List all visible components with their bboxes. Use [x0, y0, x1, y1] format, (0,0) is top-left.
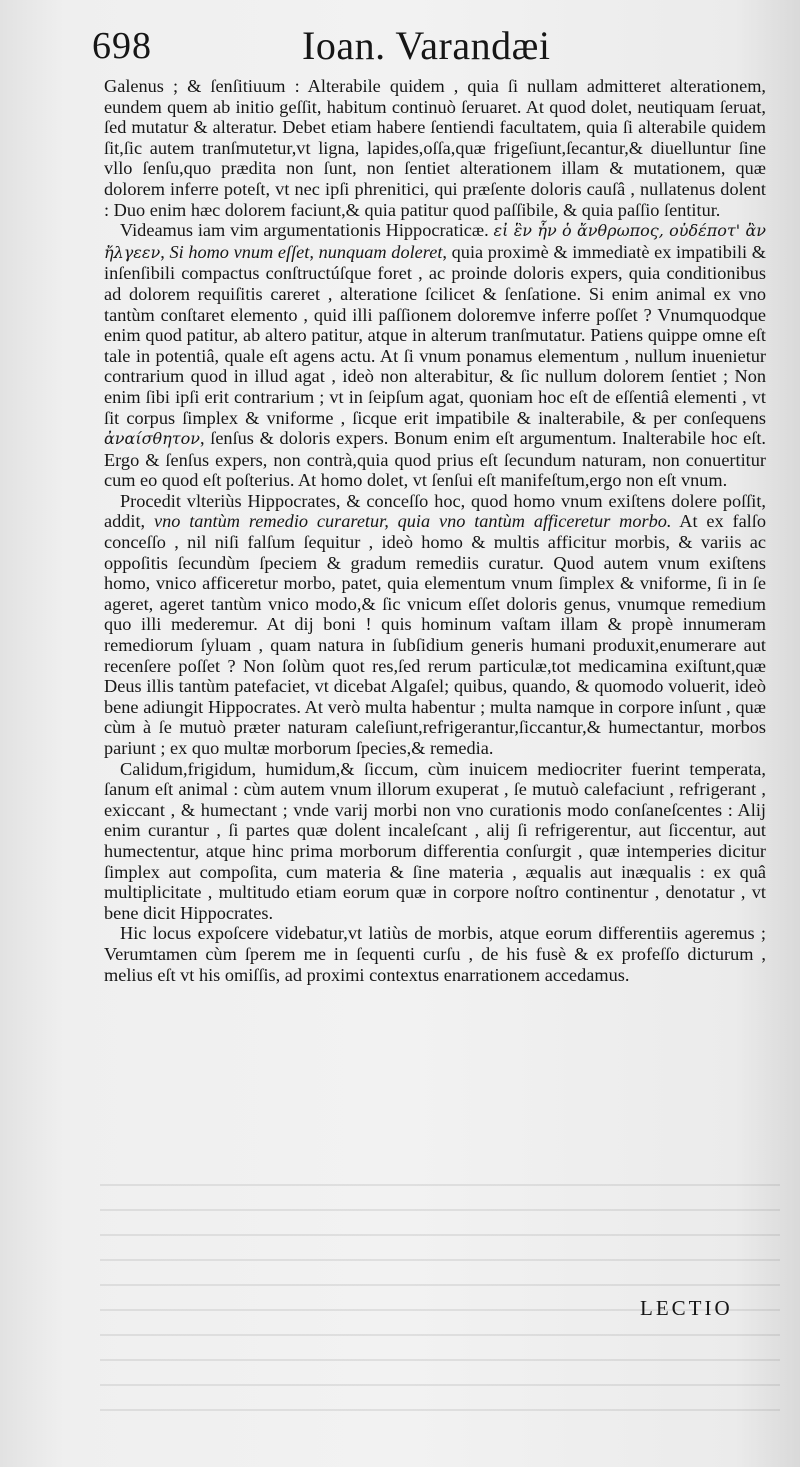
running-head: Ioan. Varandæi	[302, 23, 551, 68]
catchword: LECTIO	[640, 1296, 733, 1320]
paragraph-2: Videamus iam vim argumentationis Hippocraticæ. εἰ ἓν ἦν ὁ ἄνθρωπος, οὐδέποτ' ἂν ἤλγεεν, Si homo vnum eſſet, nunquam doleret, quia proximè & immediatè ex impatibili & inſenſibili compactus conſtructúſque foret , ac proinde doloris expers, quia conditionibus ad dolorem requiſitis careret , alteratione ſcilicet & ſenſatione. Si enim animal ex vno tantùm conſtaret elemento , quid illi paſſionem doloremve inferre poſſet ? Vnumquodque enim quod patitur, ab altero patitur, atque in alterum tranſmutatur. Patiens quippe omne eſt tale in potentiâ, quale eſt agens actu. At ſi vnum ponamus elementum , nullum inuenietur contrarium quod in illud agat , ideò non alterabitur, & ſic nullum dolorem ſentiet ; Non enim ſibi ipſi erit contrarium ; vt in ſeipſum agat, quoniam hoc eſt de eſſentiâ elementi , vt ſit corpus ſimplex & vniforme , ſicque erit impatibile & inalterabile, & per conſequens ἀναίσθητον, ſenſus & doloris expers. Bonum enim eſt argumentum. Inalterabile hoc eſt. Ergo & ſenſus expers, non contrà,quia quod prius eſt ſecundum naturam, non conuertitur cum eo quod eſt poſterius. At homo dolet, vt ſenſui eſt manifeſtum,ergo non eſt vnum.	[104, 220, 767, 491]
paragraph-1	[104, 76, 766, 220]
latin-quotation: vno tantùm remedio curaretur, quia vno tantùm afficeretur morbo.	[153, 511, 672, 532]
paragraph-3	[104, 491, 766, 759]
paragraph-5	[104, 923, 766, 985]
greek-quotation: εἰ ἓν ἦν ὁ ἄνθρωπος, οὐδέποτ' ἂν ἤλγεεν	[104, 221, 766, 262]
greek-word: ἀναίσθητον	[104, 429, 200, 449]
paragraph-text: , ſenſus & doloris expers. Bonum enim eſt argumentum. Inalterabile hoc eſt. Ergo & ſenſus expers, non contrà,quia quod prius eſt ſecundum naturam, non conuertitur cum eo quod eſt poſterius. At homo dolet, vt ſenſui eſt manifeſtum,ergo non eſt vnum.	[104, 428, 766, 491]
paragraph-text: At ex falſo conceſſo , nil niſi falſum ſequitur , ideò homo & multis afficitur morbis, & variis ac oppoſitis ſecundùm ſpeciem & gradum remediis curatur. Quod autem vnum exiſtens homo, vnico afficeretur morbo, patet, quia elementum vnum ſimplex & vniforme, ſi in ſe ageret, ageret tantùm vnico modo,& ſic vnicum eſſet doloris genus, vnumque remedium quo illi mederemur. At dij boni ! quis hominum vaſtam illam & propè innumeram remediorum ſyluam , quam natura in ſubſidium generis humani produxit,enumerare aut recenſere poſſet ? Non ſolùm quot res,ſed rerum particulæ,tot medicamina exiſtunt,quæ Deus illis tantùm patefaciet, vt dicebat Algaſel; quibus, quando, & quomodo voluerit, ideò bene adiungit Hippocrates. At verò multa habentur ; multa namque in corpore inſunt , quæ cùm à ſe mutuò præter naturam caleſiunt,refrigerantur,ſiccantur,& humectantur, morbos pariunt ; ex quo multæ morborum ſpecies,& remedia.	[104, 511, 766, 758]
paragraph-text: Calidum,frigidum, humidum,& ſiccum, cùm inuicem mediocriter fuerint temperata, ſanum eſt animal : cùm autem vnum illorum exuperat , ſe mutuò calefaciunt , refrigerant , exiccant , & humectant ; vnde varij morbi non vno curationis modo conſaneſcentes : Alij enim curantur , ſi partes quæ dolent incaleſcant , alij ſi refrigerentur, aut ſiccentur, aut humectentur, atque hinc prima morborum differentia conſurgit , quæ intemperies dicitur ſimplex aut compoſita, cum materia & ſine materia , æqualis aut inæqualis : ex quâ multiplicitate , multitudo etiam eorum quæ in corpore noſtro continentur , denotatur , vt bene dicit Hippocrates.	[104, 758, 766, 923]
paragraph-text: , quia proximè & immediatè ex impatibili & inſenſibili compactus conſtructúſque foret , ac proinde doloris expers, quia conditionibus ad dolorem requiſitis careret , alteratione ſcilicet & ſenſatione. Si enim animal ex vno tantùm conſtaret elemento , quid illi paſſionem doloremve inferre poſſet ? Vnumquodque enim quod patitur, ab altero patitur, atque in alterum tranſmutatur. Patiens quippe omne eſt tale in potentiâ, quale eſt agens actu. At ſi vnum ponamus elementum , nullum inuenietur contrarium quod in illud agat , ideò non alterabitur, & ſic nullum dolorem ſentiet ; Non enim ſibi ipſi erit contrarium ; vt in ſeipſum agat, quoniam hoc eſt de eſſentiâ elementi , vt ſit corpus ſimplex & vniforme , ſicque erit impatibile & inalterabile, & per conſequens	[104, 241, 767, 428]
paragraph-text: Hic locus expoſcere videbatur,vt latiùs de morbis, atque eorum differentiis ageremus ; Verumtamen cùm ſperem me in ſequenti curſu , de his fusè & ex profeſſo dicturum , melius eſt vt his omiſſis, ad proximi contextus enarrationem accedamus.	[104, 923, 766, 985]
paragraph-text: Procedit vlteriùs Hippocrates, & conceſſo hoc, quod homo vnum exiſtens dolere poſſit, addit,	[104, 490, 766, 532]
page-header	[92, 22, 782, 72]
paragraph-text: Videamus iam vim argumentationis Hippocraticæ.	[120, 220, 489, 241]
page-number: 698	[92, 25, 152, 67]
latin-quotation: Si homo vnum eſſet, nunquam doleret	[169, 241, 443, 262]
paragraph-text: Galenus ; & ſenſitiuum : Alterabile quidem , quia ſi nullam admitteret alterationem, eundem quem ab initio geſſit, habitum continuò ſeruaret. At quod dolet, neutiquam ſeruat, ſed mutatur & alteratur. Debet etiam habere ſentiendi facultatem, quia ſi alterabile quidem ſit,ſic autem tranſmutetur,vt ligna, lapides,oſſa,quæ frigeſiunt,ſecantur,& diuelluntur ſine vllo ſenſu,quo prædita non ſunt, non ſentiet alterationem illam & mutationem, quæ dolorem inferre poteſt, vt nec ipſi phrenitici, qui præſente doloris cauſâ , nullatenus dolent : Duo enim hæc dolorem faciunt,& quia patitur quod paſſibile, & quia paſſio ſentitur.	[104, 76, 766, 220]
paragraph-4	[104, 759, 766, 924]
page-body	[104, 76, 766, 985]
